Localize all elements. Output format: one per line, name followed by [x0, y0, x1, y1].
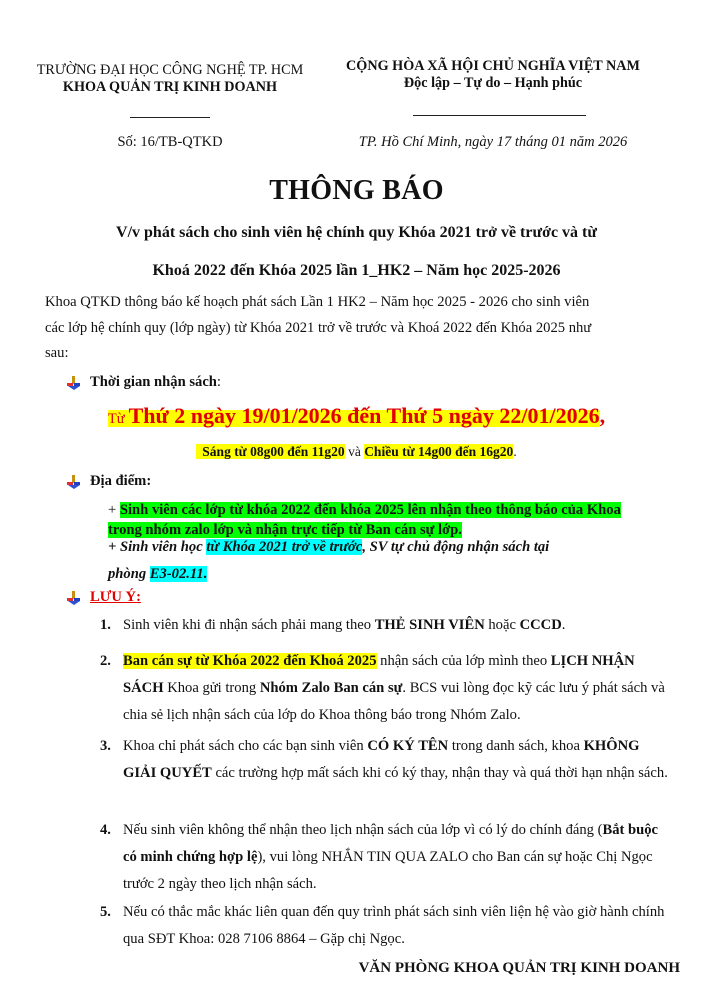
date-range: Thứ 2 ngày 19/01/2026 đến Thứ 5 ngày 22/01/2026	[128, 403, 600, 428]
text: trong danh sách, khoa	[448, 738, 584, 754]
text: . BCS vui lòng đọc kỹ các lưu ý phát sách và chia sẻ lịch nhận sách của lớp do Khoa thông báo trong Nhóm Zalo.	[123, 680, 665, 723]
signature-office: VĂN PHÒNG KHOA QUẢN TRỊ KINH DOANH	[358, 960, 680, 976]
intro-line-3: sau:	[45, 345, 69, 361]
text: Khoa chỉ phát sách cho các bạn sinh viên	[123, 738, 368, 754]
text: nhận sách của lớp mình theo	[376, 653, 551, 669]
plus-sign: +	[108, 502, 120, 518]
location-item-1	[108, 500, 668, 540]
text: ), vui lòng NHẮN TIN QUA ZALO cho Ban cán sự hoặc Chị Ngọc trước 2 ngày theo lịch nhận sách.	[123, 849, 653, 892]
time-section-label: Thời gian nhận sách	[90, 374, 217, 390]
room-prefix: phòng	[108, 566, 150, 582]
notes-section-heading	[66, 589, 141, 606]
notes-section-label: LƯU Ý:	[90, 589, 141, 605]
pickup-times	[0, 444, 713, 460]
note-item-2	[100, 648, 675, 729]
text: Nếu có thắc mắc khác liên quan đến quy trình phát sách sinh viên liện hệ vào giờ hành chính qua SĐT Khoa: 028 7106 8864 – Gặp chị Ngọc.	[123, 904, 665, 947]
bold-text: Bắt buộc có minh chứng hợp lệ	[123, 822, 659, 865]
document-date: TP. Hồ Chí Minh, ngày 17 tháng 01 năm 2026	[358, 134, 628, 150]
note-number: 3.	[100, 738, 111, 754]
highlight-text: Ban cán sự từ Khóa 2022 đến Khoá 2025	[123, 653, 377, 669]
header-right-rule	[413, 115, 586, 116]
bold-text: Nhóm Zalo Ban cán sự	[259, 680, 403, 696]
text: Khoa gửi trong	[163, 680, 260, 696]
text: các trường hợp mất sách khi có ký thay, nhận thay và quá thời hạn nhận sách.	[211, 765, 668, 781]
text: .	[561, 617, 566, 633]
morning-time: Sáng từ 08g00 đến 11g20	[196, 444, 344, 459]
note-item-5	[100, 899, 675, 953]
location-item-1-line-1: Sinh viên các lớp từ khóa 2022 đến khóa 2025 lên nhận theo thông báo của Khoa	[119, 502, 621, 518]
bold-text: CÓ KÝ TÊN	[367, 738, 449, 754]
location-item-1-line-2: trong nhóm zalo lớp và nhận trực tiếp từ Ban cán sự lớp.	[108, 522, 462, 538]
university-name: TRƯỜNG ĐẠI HỌC CÔNG NGHỆ TP. HCM	[36, 62, 304, 78]
note-number: 4.	[100, 822, 111, 838]
note-number: 2.	[100, 653, 111, 669]
location-section-label: Địa điểm:	[90, 473, 152, 489]
note-number: 5.	[100, 904, 111, 920]
faculty-name: KHOA QUẢN TRỊ KINH DOANH	[62, 79, 278, 95]
bold-text: KHÔNG GIẢI QUYẾT	[123, 738, 640, 781]
document-number: Số: 16/TB-QTKD	[117, 134, 223, 150]
bold-text: CCCD	[519, 617, 562, 633]
afternoon-time: Chiều từ 14g00 đến 16g20	[364, 444, 514, 459]
bold-text: LỊCH NHẬN SÁCH	[123, 653, 635, 696]
date-prefix: Từ	[107, 411, 125, 427]
note-item-4	[100, 817, 675, 898]
header-left-rule	[130, 117, 210, 118]
location-item-2-highlight: từ Khóa 2021 trở về trước	[206, 539, 363, 555]
arrow-down-bullet-icon	[66, 475, 82, 489]
note-item-1	[100, 612, 675, 639]
intro-paragraph	[45, 290, 675, 367]
location-item-2-line-2	[108, 564, 668, 584]
note-number: 1.	[100, 617, 111, 633]
text: Nếu sinh viên không thể nhận theo lịch nhận sách của lớp vì có lý do chính đáng (	[123, 822, 603, 838]
arrow-down-bullet-icon	[66, 376, 82, 390]
header-right	[318, 58, 668, 92]
national-motto: Độc lập – Tự do – Hạnh phúc	[403, 75, 583, 91]
date-suffix: ,	[599, 403, 606, 428]
header-left	[30, 62, 310, 96]
times-end: .	[513, 444, 517, 459]
document-title: THÔNG BÁO	[269, 175, 444, 206]
and-text: và	[348, 444, 361, 459]
intro-line-1: Khoa QTKD thông báo kế hoạch phát sách Lần 1 HK2 – Năm học 2025 - 2026 cho sinh viên	[45, 294, 590, 310]
location-section-heading	[66, 473, 151, 490]
intro-line-2: các lớp hệ chính quy (lớp ngày) từ Khóa 2021 trở về trước và Khoá 2022 đến Khóa 2025 như	[45, 319, 592, 336]
pickup-date-range	[0, 403, 713, 429]
colon: :	[216, 374, 221, 390]
subject-line-2: Khoá 2022 đến Khóa 2025 lần 1_HK2 – Năm học 2025-2026	[152, 262, 561, 279]
note-item-3	[100, 733, 675, 787]
text: Sinh viên khi đi nhận sách phải mang theo	[123, 617, 375, 633]
location-item-2-rest: , SV tự chủ động nhận sách tại	[362, 539, 550, 555]
subject-line-1: V/v phát sách cho sinh viên hệ chính quy Khóa 2021 trở về trước và từ	[116, 224, 597, 241]
arrow-down-bullet-icon	[66, 591, 82, 605]
location-item-2-prefix: + Sinh viên học	[108, 539, 207, 555]
country-name: CỘNG HÒA XÃ HỘI CHỦ NGHĨA VIỆT NAM	[346, 58, 640, 74]
location-item-2	[108, 537, 668, 557]
time-section-heading	[66, 374, 221, 391]
text: hoặc	[484, 617, 520, 633]
room-number: E3-02.11.	[149, 566, 208, 582]
bold-text: THẺ SINH VIÊN	[374, 617, 485, 633]
